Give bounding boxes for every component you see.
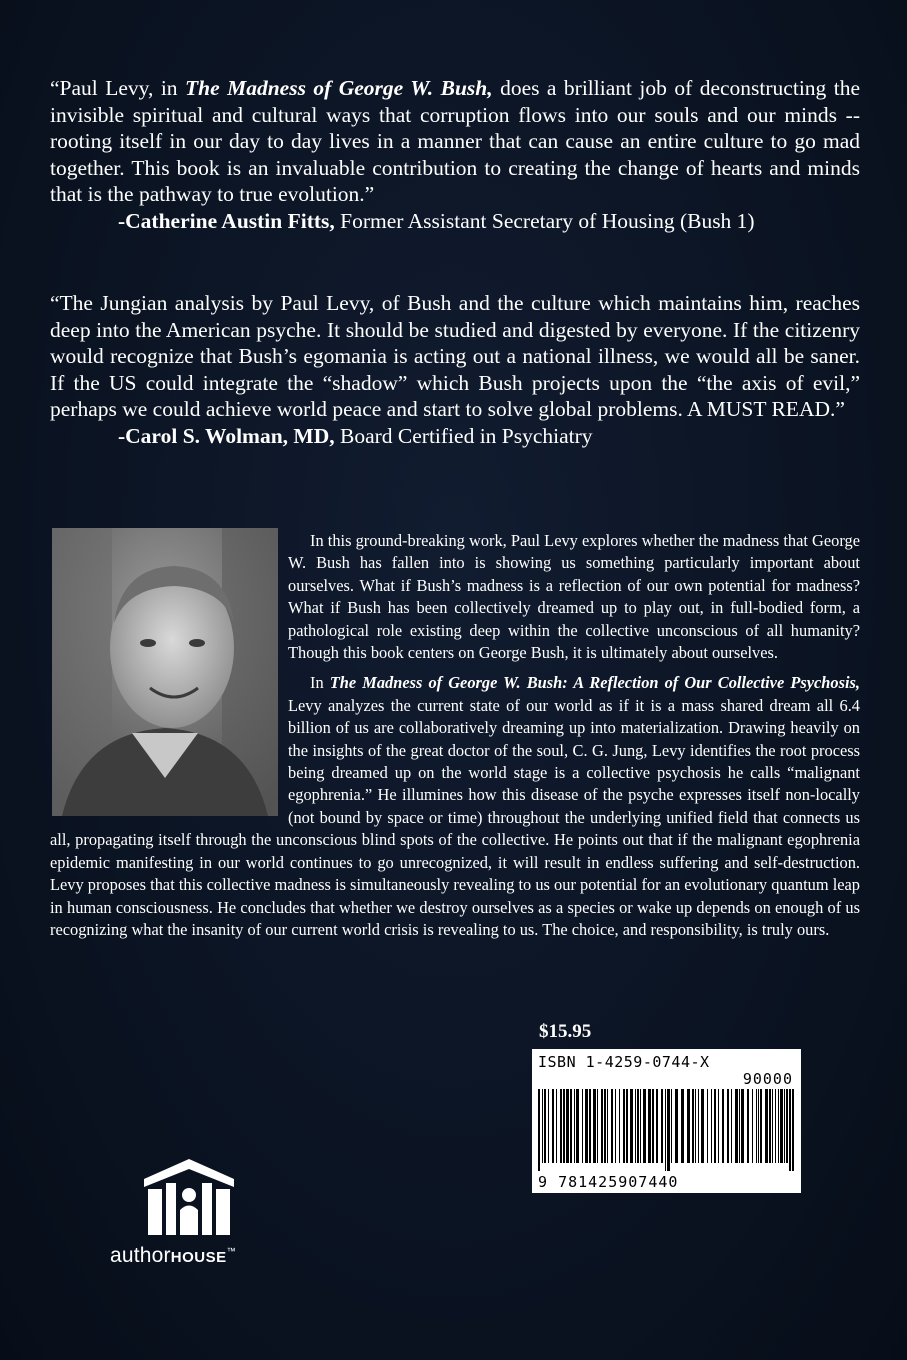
photo-wrap-spacer <box>50 530 288 820</box>
barcode-bar <box>675 1089 678 1163</box>
barcode-bar <box>780 1089 783 1163</box>
barcode-bar <box>784 1089 785 1163</box>
barcode-bar <box>722 1089 724 1163</box>
barcode-bar <box>718 1089 719 1163</box>
barcode-bar <box>760 1089 762 1163</box>
barcode-bar <box>544 1089 546 1163</box>
barcode-bar <box>786 1089 788 1163</box>
ean-left-group: 781425 <box>558 1173 619 1191</box>
barcode-bar <box>711 1089 712 1163</box>
barcode-bar <box>681 1089 684 1163</box>
description-book-title: The Madness of George W. Bush: A Reflection of Our Collective Psychosis, <box>329 673 860 693</box>
authorhouse-wordmark <box>110 1244 236 1268</box>
quote-wolman <box>50 290 860 450</box>
barcode-bar <box>778 1089 779 1163</box>
quote-wolman-role: Board Certified in Psychiatry <box>334 423 593 448</box>
barcode-price-code: 90000 <box>742 1070 793 1088</box>
barcode-bar <box>582 1089 583 1163</box>
barcode-bar <box>772 1089 773 1163</box>
wordmark-author: author <box>110 1244 171 1267</box>
barcode-bar <box>560 1089 562 1163</box>
barcode-bar <box>574 1089 575 1163</box>
barcode-bar <box>741 1089 744 1163</box>
barcode-bar <box>667 1089 670 1171</box>
barcode-bar <box>652 1089 654 1163</box>
barcode-bar <box>576 1089 579 1163</box>
barcode-bar <box>756 1089 757 1163</box>
barcode-bar <box>643 1089 646 1163</box>
barcode-bar <box>640 1089 641 1163</box>
barcode-bar <box>661 1089 663 1163</box>
barcode-bar <box>656 1089 658 1163</box>
barcode-bar <box>687 1089 690 1163</box>
quote-wolman-attribution <box>50 423 860 450</box>
quote-fitts-author: -Catherine Austin Fitts, <box>118 208 335 233</box>
ean-digits <box>538 1173 678 1191</box>
barcode-bar <box>570 1089 572 1163</box>
barcode-bar <box>593 1089 596 1163</box>
barcode-bar <box>698 1089 699 1163</box>
isbn-number: ISBN 1-4259-0744-X <box>538 1053 710 1071</box>
barcode-bar <box>671 1089 672 1163</box>
barcode-bar <box>626 1089 628 1163</box>
authorhouse-logo-icon <box>140 1155 238 1239</box>
book-description <box>50 530 860 941</box>
barcode-bar <box>692 1089 694 1163</box>
barcode-bar <box>665 1089 666 1171</box>
barcode-bar <box>542 1089 543 1163</box>
barcode-bar <box>538 1089 540 1171</box>
barcode-bar <box>548 1089 549 1163</box>
quote-fitts <box>50 75 860 235</box>
barcode-bar <box>619 1089 620 1163</box>
barcode-bar <box>752 1089 753 1163</box>
wordmark-tm: ™ <box>226 1246 236 1256</box>
barcode-bar <box>589 1089 591 1163</box>
barcode-bar <box>585 1089 588 1163</box>
barcode-bar <box>769 1089 771 1163</box>
barcode-bar <box>735 1089 738 1163</box>
quote-wolman-author: -Carol S. Wolman, MD, <box>118 423 335 448</box>
description-p2-text: Levy analyzes the current state of our world as if it is a mass shared dream all 6.4 billion of us are collaboratively dreaming up into materialization. Drawing heavily on the insights of the great doctor of the soul, C. G. Jung, Levy identifies the root process being dreamed up on the world stage is a collective psychosis he calls “malignant egophrenia.” He illumines how this disease of the psyche expresses itself non-locally (not bound by space or time) throughout the underlying unified field that connects us all, propagating itself through the unconscious blind spots of the collective. He points out that if the malignant egophrenia epidemic manifesting in our world continues to go unrecognized, it will result in endless suffering and self-destruction. Levy proposes that this collective madness is simultaneously revealing to us our potential for an evolutionary quantum leap in human consciousness. He concludes that whether we destroy ourselves as a species or wake up depends on enough of us recognizing what the insanity of our current world crisis is revealing to us. The choice, and responsibility, is truly ours. <box>50 695 860 939</box>
ean-first-digit: 9 <box>538 1173 549 1191</box>
quote-fitts-role: Former Assistant Secretary of Housing (Bush 1) <box>334 208 755 233</box>
barcode-bar <box>695 1089 696 1163</box>
barcode-bar <box>758 1089 759 1163</box>
description-paragraph-1: In this ground-breaking work, Paul Levy explores whether the madness that George W. Bush has fallen into is showing us something particularly important about ourselves. What if Bush’s madness is a reflection of our own potential for madness? What if Bush has been collectively dreamed up to play out, in full-bodied form, a pathological role existing deep within the collective unconscious of all humanity? Though this book centers on George Bush, it is ultimately about ourselves. <box>288 531 860 663</box>
barcode-bar <box>648 1089 651 1163</box>
barcode-bar <box>789 1089 791 1171</box>
barcode-bar <box>556 1089 557 1163</box>
barcode-bar <box>714 1089 716 1163</box>
barcode-bar <box>701 1089 704 1163</box>
barcode-bar <box>630 1089 633 1163</box>
quote-fitts-book-title: The Madness of George W. Bush, <box>185 76 493 100</box>
barcode-bar <box>707 1089 708 1163</box>
quote-fitts-text: does a brilliant job of deconstructing the invisible spiritual and cultural ways that corruption flows into our souls and our minds -- rooting itself in our day to day lives in a manner that can cause an entire culture to go mad together. This book is an invaluable contribution to creating the change of hearts and minds that is the pathway to true evolution.” <box>50 76 860 207</box>
barcode-bars <box>538 1089 796 1171</box>
wordmark-house: HOUSE <box>170 1249 227 1266</box>
barcode-bar <box>727 1089 729 1163</box>
barcode-bar <box>607 1089 608 1163</box>
price-label: $15.95 <box>539 1021 592 1042</box>
barcode-bar <box>792 1089 794 1171</box>
barcode-bar <box>563 1089 565 1163</box>
barcode-bar <box>552 1089 554 1163</box>
barcode-bar <box>604 1089 606 1163</box>
barcode-bar <box>601 1089 603 1163</box>
quote-fitts-open: “Paul Levy, in <box>50 76 185 100</box>
barcode-bar <box>623 1089 625 1163</box>
barcode-bar <box>739 1089 740 1163</box>
barcode-bar <box>747 1089 749 1163</box>
isbn-barcode <box>532 1049 801 1193</box>
ean-right-group: 907440 <box>618 1173 679 1191</box>
barcode-bar <box>775 1089 776 1163</box>
barcode-bar <box>637 1089 639 1163</box>
barcode-bar <box>597 1089 598 1163</box>
barcode-bar <box>635 1089 636 1163</box>
description-p2-lead: In <box>310 673 330 693</box>
barcode-bar <box>731 1089 732 1163</box>
barcode-bar <box>566 1089 569 1163</box>
barcode-bar <box>615 1089 616 1163</box>
quote-fitts-attribution <box>50 208 860 235</box>
barcode-bar <box>611 1089 613 1163</box>
quote-wolman-text: “The Jungian analysis by Paul Levy, of Bush and the culture which maintains him, reaches deep into the American psyche. It should be studied and digested by everyone. If the citizenry would recognize that Bush’s egomania is acting out a national illness, we would all be saner. If the US could integrate the “shadow” which Bush projects upon the “the axis of evil,” perhaps we could achieve world peace and start to solve global problems. A MUST READ.” <box>50 291 860 422</box>
barcode-bar <box>765 1089 768 1163</box>
